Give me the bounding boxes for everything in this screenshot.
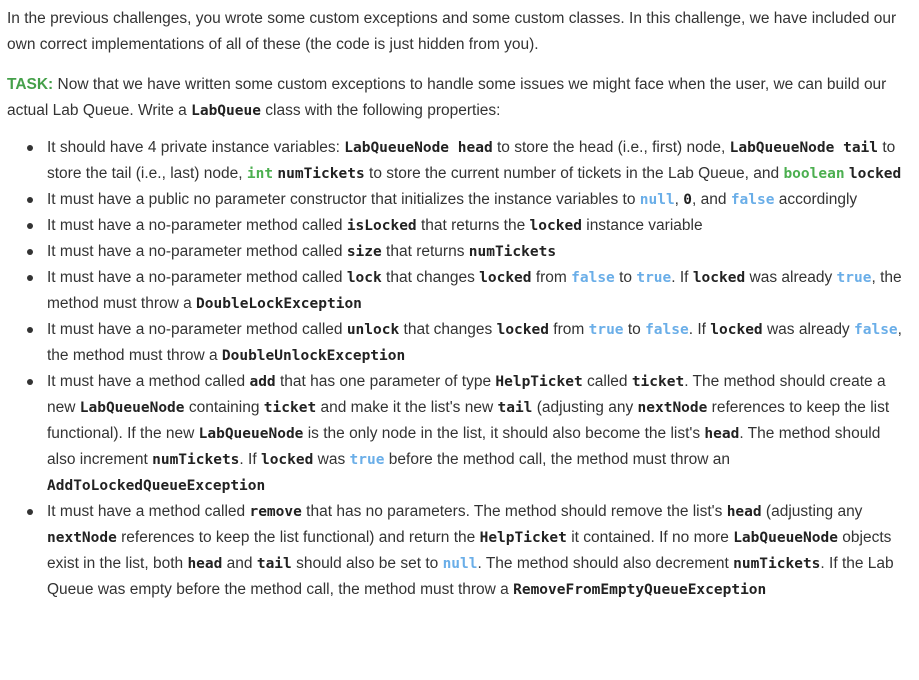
code-lock-method: lock [346, 270, 382, 286]
code-zero-literal: 0 [683, 192, 693, 208]
code-false-literal: false [854, 322, 898, 338]
code-head-field: head [726, 504, 762, 520]
code-false-literal: false [645, 322, 689, 338]
task-text: class with the following properties: [260, 102, 501, 119]
text: , [674, 191, 684, 208]
code-true-literal: true [836, 270, 872, 286]
code-labqueuenode-type: LabQueueNode [198, 426, 304, 442]
text: . The method should create a new [47, 373, 886, 416]
text: , and [692, 191, 731, 208]
text: (adjusting any [532, 399, 638, 416]
text: It must have a public no parameter constructor that initializes the instance variables to [47, 191, 640, 208]
text: was [313, 451, 350, 468]
text: should also be set to [291, 555, 443, 572]
code-tail-field: tail [497, 400, 533, 416]
code-locked-field: locked [479, 270, 532, 286]
intro-paragraph: In the previous challenges, you wrote some custom exceptions and some custom classes. In this challenge, we have included our own correct implementations of all of these (the code is just hidden from you). [7, 10, 897, 53]
text: from [548, 321, 589, 338]
code-helpticket-type: HelpTicket [495, 374, 583, 390]
code-numtickets-field: numTickets [468, 244, 557, 260]
code-islocked-method: isLocked [346, 218, 417, 234]
code-add-method: add [249, 374, 276, 390]
code-head-field: LabQueueNode head [344, 140, 493, 156]
code-size-method: size [346, 244, 382, 260]
text: to store the current number of tickets in the Lab Queue, and [364, 165, 784, 182]
code-true-literal: true [588, 322, 624, 338]
code-labqueuenode-type: LabQueueNode [733, 530, 838, 546]
code-locked-field: locked [692, 270, 746, 286]
text: was already [745, 269, 837, 286]
code-nextnode-field: nextNode [47, 530, 117, 546]
text: . The method should also increment [47, 425, 881, 468]
text: is the only node in the list, it should also become the list's [303, 425, 705, 442]
code-null-literal: null [442, 556, 478, 572]
text: accordingly [774, 191, 858, 208]
code-doublelock-exception: DoubleLockException [196, 296, 362, 312]
task-paragraph [7, 72, 907, 124]
code-locked-field: locked [260, 452, 314, 468]
text: it contained. If no more [566, 529, 734, 546]
code-null-literal: null [639, 192, 675, 208]
text: It must have a method called [47, 373, 250, 390]
text: references to keep the list functional) and return the [116, 529, 480, 546]
code-true-literal: true [349, 452, 385, 468]
text: that returns the [416, 217, 530, 234]
text: It must have a method called [47, 503, 250, 520]
text: that has no parameters. The method should remove the list's [301, 503, 727, 520]
text: to store the head (i.e., first) node, [492, 139, 730, 156]
text: . If [688, 321, 711, 338]
code-doubleunlock-exception: DoubleUnlockException [221, 348, 406, 364]
requirement-size [47, 239, 902, 265]
code-numtickets-field: numTickets [152, 452, 240, 468]
text: containing [184, 399, 264, 416]
text: (adjusting any [761, 503, 863, 520]
code-numtickets-field: numTickets [277, 166, 365, 182]
text: It must have a no-parameter method called [47, 321, 347, 338]
text: . If the Lab Queue was empty before the method call, the method must throw a [47, 555, 894, 598]
text: , the method must throw a [47, 269, 902, 312]
code-tail-field: LabQueueNode tail [729, 140, 879, 156]
text: It must have a no-parameter method called [47, 269, 347, 286]
text: , the method must throw a [47, 321, 902, 364]
requirement-unlock [47, 317, 902, 369]
requirement-islocked [47, 213, 902, 239]
text: from [531, 269, 572, 286]
code-unlock-method: unlock [346, 322, 400, 338]
task-text: Now that we have written some custom exceptions to handle some issues we might face when the user, we can build our actual Lab Queue. Write a [7, 76, 887, 119]
text: references to keep the list functional). If the new [47, 399, 890, 442]
text: and make it the list's new [316, 399, 498, 416]
code-head-field: head [704, 426, 740, 442]
text: . The method should also decrement [477, 555, 734, 572]
code-locked-field: locked [496, 322, 549, 338]
requirement-add [47, 369, 902, 499]
text: and [222, 555, 257, 572]
text: It must have a no-parameter method called [47, 217, 347, 234]
code-removefromempty-exception: RemoveFromEmptyQueueException [513, 582, 767, 598]
text: that has one parameter of type [275, 373, 496, 390]
text: to [623, 321, 646, 338]
code-false-literal: false [730, 192, 775, 208]
text: It should have 4 private instance variables: [47, 139, 345, 156]
code-false-literal: false [571, 270, 615, 286]
text: called [582, 373, 632, 390]
text: to [614, 269, 637, 286]
code-ticket-param: ticket [263, 400, 317, 416]
code-locked-field: locked [710, 322, 763, 338]
code-ticket-param: ticket [631, 374, 685, 390]
requirements-list [7, 135, 902, 603]
requirement-lock [47, 265, 902, 317]
code-helpticket-type: HelpTicket [479, 530, 567, 546]
text: instance variable [581, 217, 703, 234]
code-labqueuenode-type: LabQueueNode [79, 400, 185, 416]
code-remove-method: remove [249, 504, 302, 520]
requirement-instance-variables [47, 135, 902, 187]
task-label: TASK: [7, 76, 54, 93]
requirement-remove [47, 499, 902, 603]
text: that changes [381, 269, 480, 286]
text: before the method call, the method must throw an [384, 451, 730, 468]
code-head-field: head [187, 556, 223, 572]
requirement-constructor [47, 187, 902, 213]
text: that changes [399, 321, 497, 338]
code-locked-field: locked [529, 218, 582, 234]
code-int-keyword: int [246, 166, 274, 182]
text: . If [239, 451, 261, 468]
text: to store the tail (i.e., last) node, [47, 139, 896, 182]
code-locked-field: locked [848, 166, 902, 182]
code-tail-field: tail [256, 556, 292, 572]
code-addtolocked-exception: AddToLockedQueueException [47, 478, 266, 494]
text: that returns [381, 243, 469, 260]
code-true-literal: true [636, 270, 672, 286]
code-boolean-keyword: boolean [783, 166, 845, 182]
code-nextnode-field: nextNode [637, 400, 708, 416]
code-numtickets-field: numTickets [733, 556, 821, 572]
code-class-name: LabQueue [191, 103, 261, 119]
text: objects exist in the list, both [47, 529, 892, 572]
text: It must have a no-parameter method called [47, 243, 347, 260]
text: was already [762, 321, 854, 338]
text: . If [671, 269, 693, 286]
